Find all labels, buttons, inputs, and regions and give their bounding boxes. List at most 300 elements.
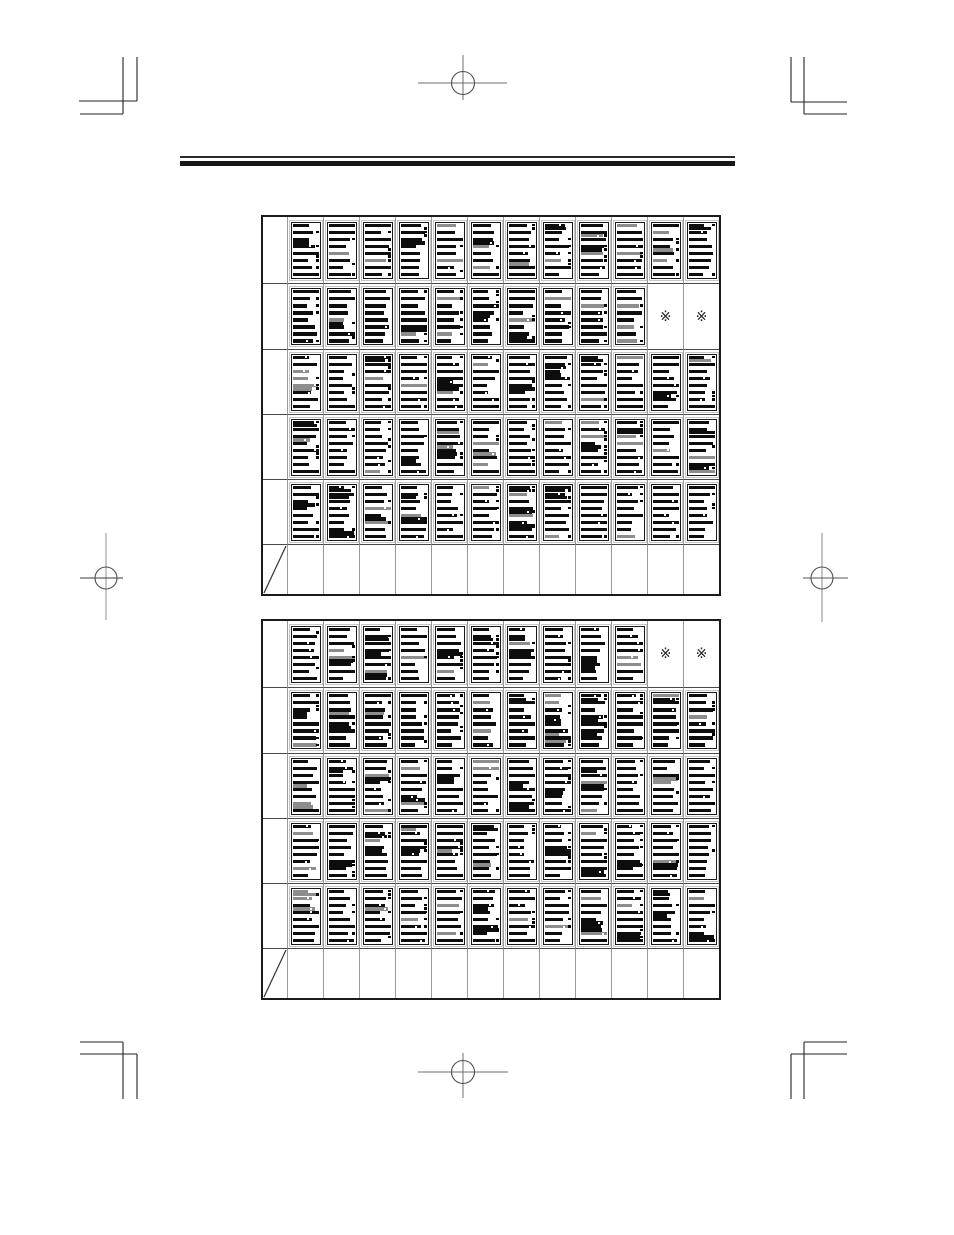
bar-right-dot bbox=[460, 391, 463, 394]
card-bar-row bbox=[509, 339, 535, 342]
pattern-cell bbox=[467, 883, 503, 948]
bar-right-dot bbox=[316, 470, 319, 473]
card-bar bbox=[653, 535, 671, 538]
card-bar-row bbox=[293, 743, 319, 746]
bar-right-dot bbox=[388, 770, 391, 773]
bar-white-dot bbox=[670, 698, 672, 700]
card-bar bbox=[545, 470, 560, 473]
bar-white-dot bbox=[560, 319, 562, 321]
bar-right-dot bbox=[568, 456, 571, 459]
bar-right-dot bbox=[496, 663, 499, 666]
bar-white-dot bbox=[309, 245, 311, 247]
card-bar bbox=[437, 874, 461, 877]
card-bar-row bbox=[617, 405, 643, 408]
reference-mark-cell bbox=[683, 621, 719, 687]
bar-right-dot bbox=[316, 297, 319, 300]
bar-right-dot bbox=[388, 832, 391, 835]
empty-cell bbox=[395, 948, 431, 998]
card-bar bbox=[365, 809, 389, 812]
bar-white-dot bbox=[520, 853, 522, 855]
pattern-cell bbox=[683, 753, 719, 818]
bar-white-dot bbox=[594, 363, 596, 365]
bar-right-dot bbox=[424, 701, 427, 704]
bar-right-dot bbox=[712, 701, 715, 704]
card-bar-row bbox=[581, 470, 607, 473]
bar-right-dot bbox=[604, 245, 607, 248]
bar-right-dot bbox=[316, 737, 319, 740]
pattern-cell bbox=[683, 217, 719, 283]
pattern-cell bbox=[503, 479, 539, 544]
card-bar-row bbox=[581, 339, 607, 342]
card-bar bbox=[437, 470, 454, 473]
bar-right-dot bbox=[460, 890, 463, 893]
bar-right-dot bbox=[676, 224, 679, 227]
card-bar-row bbox=[509, 874, 535, 877]
bar-right-dot bbox=[568, 507, 571, 510]
pattern-card bbox=[363, 222, 393, 279]
bar-right-dot bbox=[352, 391, 355, 394]
bar-white-dot bbox=[703, 377, 705, 379]
empty-cell bbox=[431, 948, 467, 998]
pattern-cell bbox=[611, 818, 647, 883]
card-bar-row bbox=[617, 273, 643, 276]
bar-right-dot bbox=[388, 911, 391, 914]
card-bar-row bbox=[689, 405, 715, 408]
bar-right-dot bbox=[604, 398, 607, 401]
pattern-card bbox=[435, 354, 465, 411]
card-bar bbox=[401, 405, 421, 408]
card-bar-row bbox=[653, 405, 679, 408]
bar-right-dot bbox=[424, 760, 427, 763]
bar-right-dot bbox=[712, 722, 715, 725]
card-bar bbox=[437, 273, 457, 276]
card-bar-row bbox=[545, 677, 571, 680]
bar-right-dot bbox=[532, 911, 535, 914]
bar-right-dot bbox=[316, 452, 319, 455]
bar-white-dot bbox=[309, 649, 311, 651]
card-bar-row bbox=[437, 273, 463, 276]
card-bar-row bbox=[401, 939, 427, 942]
pattern-card bbox=[687, 419, 717, 476]
pattern-cell bbox=[395, 753, 431, 818]
pattern-cell bbox=[611, 883, 647, 948]
bar-right-dot bbox=[640, 925, 643, 928]
pattern-cell bbox=[539, 283, 575, 349]
bar-right-dot bbox=[352, 932, 355, 935]
bar-right-dot bbox=[388, 438, 391, 441]
card-bar-row bbox=[689, 809, 715, 812]
bar-right-dot bbox=[568, 384, 571, 387]
bar-white-dot bbox=[347, 940, 349, 942]
bar-white-dot bbox=[417, 471, 419, 473]
bar-right-dot bbox=[388, 777, 391, 780]
pattern-card bbox=[399, 419, 429, 476]
card-bar-row bbox=[365, 743, 391, 746]
bar-white-dot bbox=[377, 457, 379, 459]
pattern-cell bbox=[539, 414, 575, 479]
pattern-cell bbox=[503, 621, 539, 687]
bar-white-dot bbox=[633, 832, 635, 834]
bar-white-dot bbox=[314, 449, 316, 451]
card-bar bbox=[401, 874, 422, 877]
bar-right-dot bbox=[568, 740, 571, 743]
empty-cell bbox=[683, 544, 719, 594]
pattern-cell bbox=[539, 818, 575, 883]
pattern-cell bbox=[323, 883, 359, 948]
bar-right-dot bbox=[568, 322, 571, 325]
bar-white-dot bbox=[490, 242, 492, 244]
card-bar bbox=[509, 743, 527, 746]
empty-cell bbox=[647, 948, 683, 998]
bar-right-dot bbox=[316, 846, 319, 849]
bar-right-dot bbox=[568, 245, 571, 248]
card-bar bbox=[509, 535, 535, 538]
bar-right-dot bbox=[568, 806, 571, 809]
card-bar-row bbox=[689, 874, 715, 877]
pattern-cell bbox=[395, 687, 431, 753]
pattern-card bbox=[507, 758, 537, 815]
pattern-card bbox=[579, 419, 609, 476]
pattern-card bbox=[399, 222, 429, 279]
bar-right-dot bbox=[316, 273, 319, 276]
pattern-card bbox=[435, 484, 465, 541]
bar-white-dot bbox=[638, 457, 640, 459]
bar-right-dot bbox=[316, 445, 319, 448]
card-bar bbox=[617, 809, 643, 812]
bar-right-dot bbox=[424, 377, 427, 380]
bar-right-dot bbox=[712, 273, 715, 276]
pattern-cell bbox=[287, 414, 323, 479]
bar-right-dot bbox=[640, 304, 643, 307]
pattern-cell bbox=[431, 479, 467, 544]
bar-white-dot bbox=[485, 500, 487, 502]
card-bar-row bbox=[329, 939, 355, 942]
bar-right-dot bbox=[496, 435, 499, 438]
bar-white-dot bbox=[522, 730, 524, 732]
bar-right-dot bbox=[532, 438, 535, 441]
bar-white-dot bbox=[489, 767, 491, 769]
bar-white-dot bbox=[634, 471, 636, 473]
bar-right-dot bbox=[388, 445, 391, 448]
bar-right-dot bbox=[568, 428, 571, 431]
bar-right-dot bbox=[676, 701, 679, 704]
card-bar bbox=[365, 743, 387, 746]
bar-right-dot bbox=[424, 842, 427, 845]
pattern-cell bbox=[431, 621, 467, 687]
pattern-card bbox=[291, 626, 321, 683]
bar-right-dot bbox=[316, 421, 319, 424]
bar-white-dot bbox=[379, 904, 381, 906]
bar-white-dot bbox=[527, 319, 529, 321]
bar-right-dot bbox=[604, 255, 607, 258]
bar-white-dot bbox=[413, 377, 415, 379]
card-bar-row bbox=[545, 535, 571, 538]
card-bar-row bbox=[329, 809, 355, 812]
bar-right-dot bbox=[316, 377, 319, 380]
bar-right-dot bbox=[604, 486, 607, 489]
bar-white-dot bbox=[310, 656, 312, 658]
pattern-cell bbox=[395, 217, 431, 283]
pattern-card bbox=[615, 758, 645, 815]
bar-right-dot bbox=[676, 860, 679, 863]
pattern-card bbox=[543, 222, 573, 279]
diagonal-cell bbox=[263, 544, 287, 594]
bar-white-dot bbox=[415, 926, 417, 928]
pattern-cell bbox=[359, 621, 395, 687]
pattern-cell bbox=[359, 414, 395, 479]
bar-right-dot bbox=[640, 326, 643, 329]
bar-right-dot bbox=[532, 227, 535, 230]
card-bar-row bbox=[545, 405, 571, 408]
trim-mark-bottom-left-icon bbox=[80, 1042, 137, 1099]
bar-right-dot bbox=[424, 521, 427, 524]
card-bar bbox=[473, 273, 499, 276]
pattern-cell bbox=[575, 479, 611, 544]
bar-white-dot bbox=[489, 904, 491, 906]
pattern-cell bbox=[683, 479, 719, 544]
bar-right-dot bbox=[640, 273, 643, 276]
bar-right-dot bbox=[532, 486, 535, 489]
empty-cell bbox=[431, 544, 467, 594]
card-bar-row bbox=[437, 470, 463, 473]
pattern-card bbox=[507, 288, 537, 345]
bar-white-dot bbox=[309, 868, 311, 870]
bar-right-dot bbox=[424, 715, 427, 718]
bar-right-dot bbox=[712, 802, 715, 805]
pattern-cell bbox=[683, 414, 719, 479]
card-bar bbox=[401, 809, 418, 812]
pattern-card bbox=[327, 823, 357, 880]
bar-white-dot bbox=[411, 796, 413, 798]
card-bar-row bbox=[437, 809, 463, 812]
bar-right-dot bbox=[316, 730, 319, 733]
bar-right-dot bbox=[424, 918, 427, 921]
bar-white-dot bbox=[637, 642, 639, 644]
bar-right-dot bbox=[676, 238, 679, 241]
pattern-card bbox=[291, 354, 321, 411]
bar-white-dot bbox=[523, 716, 525, 718]
pattern-cell bbox=[503, 349, 539, 414]
bar-right-dot bbox=[460, 514, 463, 517]
bar-right-dot bbox=[388, 677, 391, 680]
row-label-cell bbox=[263, 414, 287, 479]
card-bar bbox=[689, 874, 706, 877]
bar-white-dot bbox=[674, 384, 676, 386]
pattern-cell bbox=[467, 687, 503, 753]
bar-right-dot bbox=[532, 809, 535, 812]
bar-white-dot bbox=[487, 744, 489, 746]
pattern-card bbox=[471, 823, 501, 880]
bar-white-dot bbox=[632, 781, 634, 783]
card-bar-row bbox=[293, 809, 319, 812]
bar-right-dot bbox=[676, 737, 679, 740]
pattern-card bbox=[507, 484, 537, 541]
bar-right-dot bbox=[532, 428, 535, 431]
bar-right-dot bbox=[460, 463, 463, 466]
bar-right-dot bbox=[640, 760, 643, 763]
bar-white-dot bbox=[672, 522, 674, 524]
bar-right-dot bbox=[604, 828, 607, 831]
bar-right-dot bbox=[424, 435, 427, 438]
bar-right-dot bbox=[604, 363, 607, 366]
bar-white-dot bbox=[412, 853, 414, 855]
bar-white-dot bbox=[493, 522, 495, 524]
card-bar-row bbox=[329, 273, 355, 276]
bar-right-dot bbox=[460, 842, 463, 845]
card-bar-row bbox=[473, 809, 499, 812]
pattern-cell bbox=[683, 818, 719, 883]
bar-right-dot bbox=[460, 911, 463, 914]
card-bar-row bbox=[545, 743, 571, 746]
bar-right-dot bbox=[604, 853, 607, 856]
bar-right-dot bbox=[604, 421, 607, 424]
pattern-cell bbox=[287, 753, 323, 818]
bar-white-dot bbox=[525, 890, 527, 892]
header-rule-thick bbox=[180, 161, 735, 166]
card-bar bbox=[329, 809, 355, 812]
card-bar bbox=[293, 743, 318, 746]
card-bar-row bbox=[473, 339, 499, 342]
card-bar bbox=[545, 939, 561, 942]
registration-mark-bottom-icon bbox=[418, 1053, 508, 1098]
bar-right-dot bbox=[568, 252, 571, 255]
pattern-cell bbox=[359, 283, 395, 349]
card-bar bbox=[293, 339, 314, 342]
bar-right-dot bbox=[604, 370, 607, 373]
card-bar bbox=[437, 535, 463, 538]
card-bar bbox=[509, 874, 531, 877]
bar-right-dot bbox=[352, 806, 355, 809]
card-bar-row bbox=[617, 677, 643, 680]
bar-right-dot bbox=[316, 701, 319, 704]
pattern-card bbox=[615, 288, 645, 345]
bar-white-dot bbox=[564, 457, 566, 459]
card-bar-row bbox=[437, 743, 463, 746]
bar-right-dot bbox=[388, 428, 391, 431]
bar-right-dot bbox=[352, 322, 355, 325]
card-bar bbox=[545, 273, 560, 276]
pattern-cell bbox=[467, 479, 503, 544]
bar-white-dot bbox=[380, 918, 382, 920]
bar-white-dot bbox=[563, 810, 565, 812]
bar-right-dot bbox=[388, 521, 391, 524]
pattern-cell bbox=[323, 283, 359, 349]
pattern-card bbox=[471, 288, 501, 345]
pattern-card bbox=[471, 222, 501, 279]
bar-right-dot bbox=[640, 255, 643, 258]
bar-white-dot bbox=[306, 340, 308, 342]
bar-right-dot bbox=[640, 864, 643, 867]
bar-right-dot bbox=[604, 435, 607, 438]
card-bar bbox=[689, 405, 715, 408]
card-bar bbox=[329, 677, 344, 680]
card-bar-row bbox=[437, 339, 463, 342]
card-bar bbox=[473, 339, 488, 342]
bar-right-dot bbox=[676, 932, 679, 935]
row-label-cell bbox=[263, 883, 287, 948]
bar-right-dot bbox=[532, 424, 535, 427]
bar-white-dot bbox=[307, 897, 309, 899]
row-label-cell bbox=[263, 217, 287, 283]
pattern-card bbox=[579, 758, 609, 815]
bar-white-dot bbox=[672, 500, 674, 502]
bar-right-dot bbox=[712, 911, 715, 914]
bar-right-dot bbox=[604, 694, 607, 697]
reference-mark-cell bbox=[647, 621, 683, 687]
bar-right-dot bbox=[640, 435, 643, 438]
card-bar-row bbox=[509, 677, 535, 680]
pattern-cell bbox=[323, 621, 359, 687]
pattern-card bbox=[399, 758, 429, 815]
bar-right-dot bbox=[388, 733, 391, 736]
bar-right-dot bbox=[424, 774, 427, 777]
card-bar-row bbox=[689, 535, 715, 538]
bar-right-dot bbox=[604, 248, 607, 251]
pattern-cell bbox=[467, 283, 503, 349]
bar-white-dot bbox=[598, 522, 600, 524]
bar-right-dot bbox=[568, 712, 571, 715]
bar-right-dot bbox=[568, 489, 571, 492]
bar-right-dot bbox=[532, 456, 535, 459]
bar-right-dot bbox=[568, 809, 571, 812]
card-bar-row bbox=[509, 273, 535, 276]
bar-right-dot bbox=[676, 791, 679, 794]
bar-white-dot bbox=[453, 399, 455, 401]
pattern-cell bbox=[611, 687, 647, 753]
card-bar-row bbox=[581, 405, 607, 408]
card-bar-row bbox=[473, 677, 499, 680]
bar-right-dot bbox=[676, 730, 679, 733]
bar-right-dot bbox=[568, 860, 571, 863]
pattern-cell bbox=[359, 753, 395, 818]
bar-white-dot bbox=[704, 467, 706, 469]
bar-white-dot bbox=[447, 446, 449, 448]
card-bar-row bbox=[401, 273, 427, 276]
pattern-cell bbox=[611, 414, 647, 479]
pattern-cell bbox=[287, 217, 323, 283]
bar-right-dot bbox=[676, 853, 679, 856]
card-bar-row bbox=[293, 677, 319, 680]
empty-cell bbox=[503, 544, 539, 594]
pattern-cell bbox=[395, 283, 431, 349]
pattern-card bbox=[543, 758, 573, 815]
bar-right-dot bbox=[532, 656, 535, 659]
card-bar-row bbox=[473, 939, 499, 942]
card-bar-row bbox=[293, 470, 319, 473]
pattern-card bbox=[291, 823, 321, 880]
pattern-cell bbox=[359, 349, 395, 414]
bar-white-dot bbox=[416, 799, 418, 801]
card-bar bbox=[689, 939, 715, 942]
bar-white-dot bbox=[447, 529, 449, 531]
pattern-cell bbox=[467, 621, 503, 687]
bar-right-dot bbox=[388, 737, 391, 740]
bar-right-dot bbox=[460, 652, 463, 655]
card-bar bbox=[545, 677, 562, 680]
pattern-card bbox=[471, 484, 501, 541]
bar-right-dot bbox=[568, 925, 571, 928]
card-bar bbox=[473, 405, 499, 408]
bar-right-dot bbox=[496, 656, 499, 659]
bar-right-dot bbox=[496, 853, 499, 856]
bar-white-dot bbox=[529, 926, 531, 928]
pattern-cell bbox=[431, 753, 467, 818]
pattern-card bbox=[471, 626, 501, 683]
pattern-card bbox=[687, 692, 717, 749]
bar-white-dot bbox=[594, 695, 596, 697]
pattern-card bbox=[363, 758, 393, 815]
bar-white-dot bbox=[379, 737, 381, 739]
